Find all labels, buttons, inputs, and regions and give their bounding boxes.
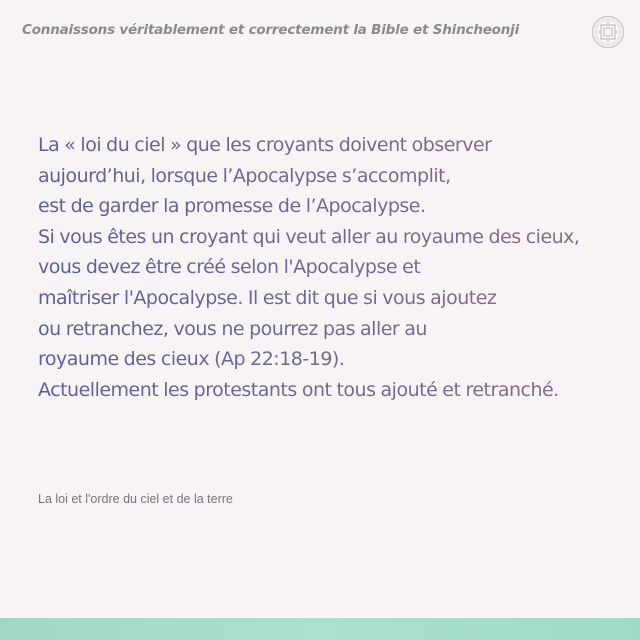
message-line: vous devez être créé selon l'Apocalypse et xyxy=(38,252,628,283)
message-line: Si vous êtes un croyant qui veut aller au royaume des cieux, xyxy=(38,222,628,253)
shincheonji-logo-icon xyxy=(591,15,625,49)
message-line: maîtriser l'Apocalypse. Il est dit que si vous ajoutez xyxy=(38,283,628,314)
bottom-accent-bar xyxy=(0,618,640,640)
message-line: est de garder la promesse de l’Apocalypse. xyxy=(38,191,628,222)
message-line: ou retranchez, vous ne pourrez pas aller au xyxy=(38,314,628,345)
message-line: royaume des cieux (Ap 22:18-19). xyxy=(38,344,628,375)
message-line: Actuellement les protestants ont tous ajouté et retranché. xyxy=(38,375,628,406)
message-line: aujourd’hui, lorsque l’Apocalypse s’accomplit, xyxy=(38,161,628,192)
header-title: Connaissons véritablement et correctement la Bible et Shincheonji xyxy=(22,22,520,38)
caption: La loi et l'ordre du ciel et de la terre xyxy=(38,492,233,506)
main-message xyxy=(38,130,628,405)
message-line: La « loi du ciel » que les croyants doivent observer xyxy=(38,130,628,161)
